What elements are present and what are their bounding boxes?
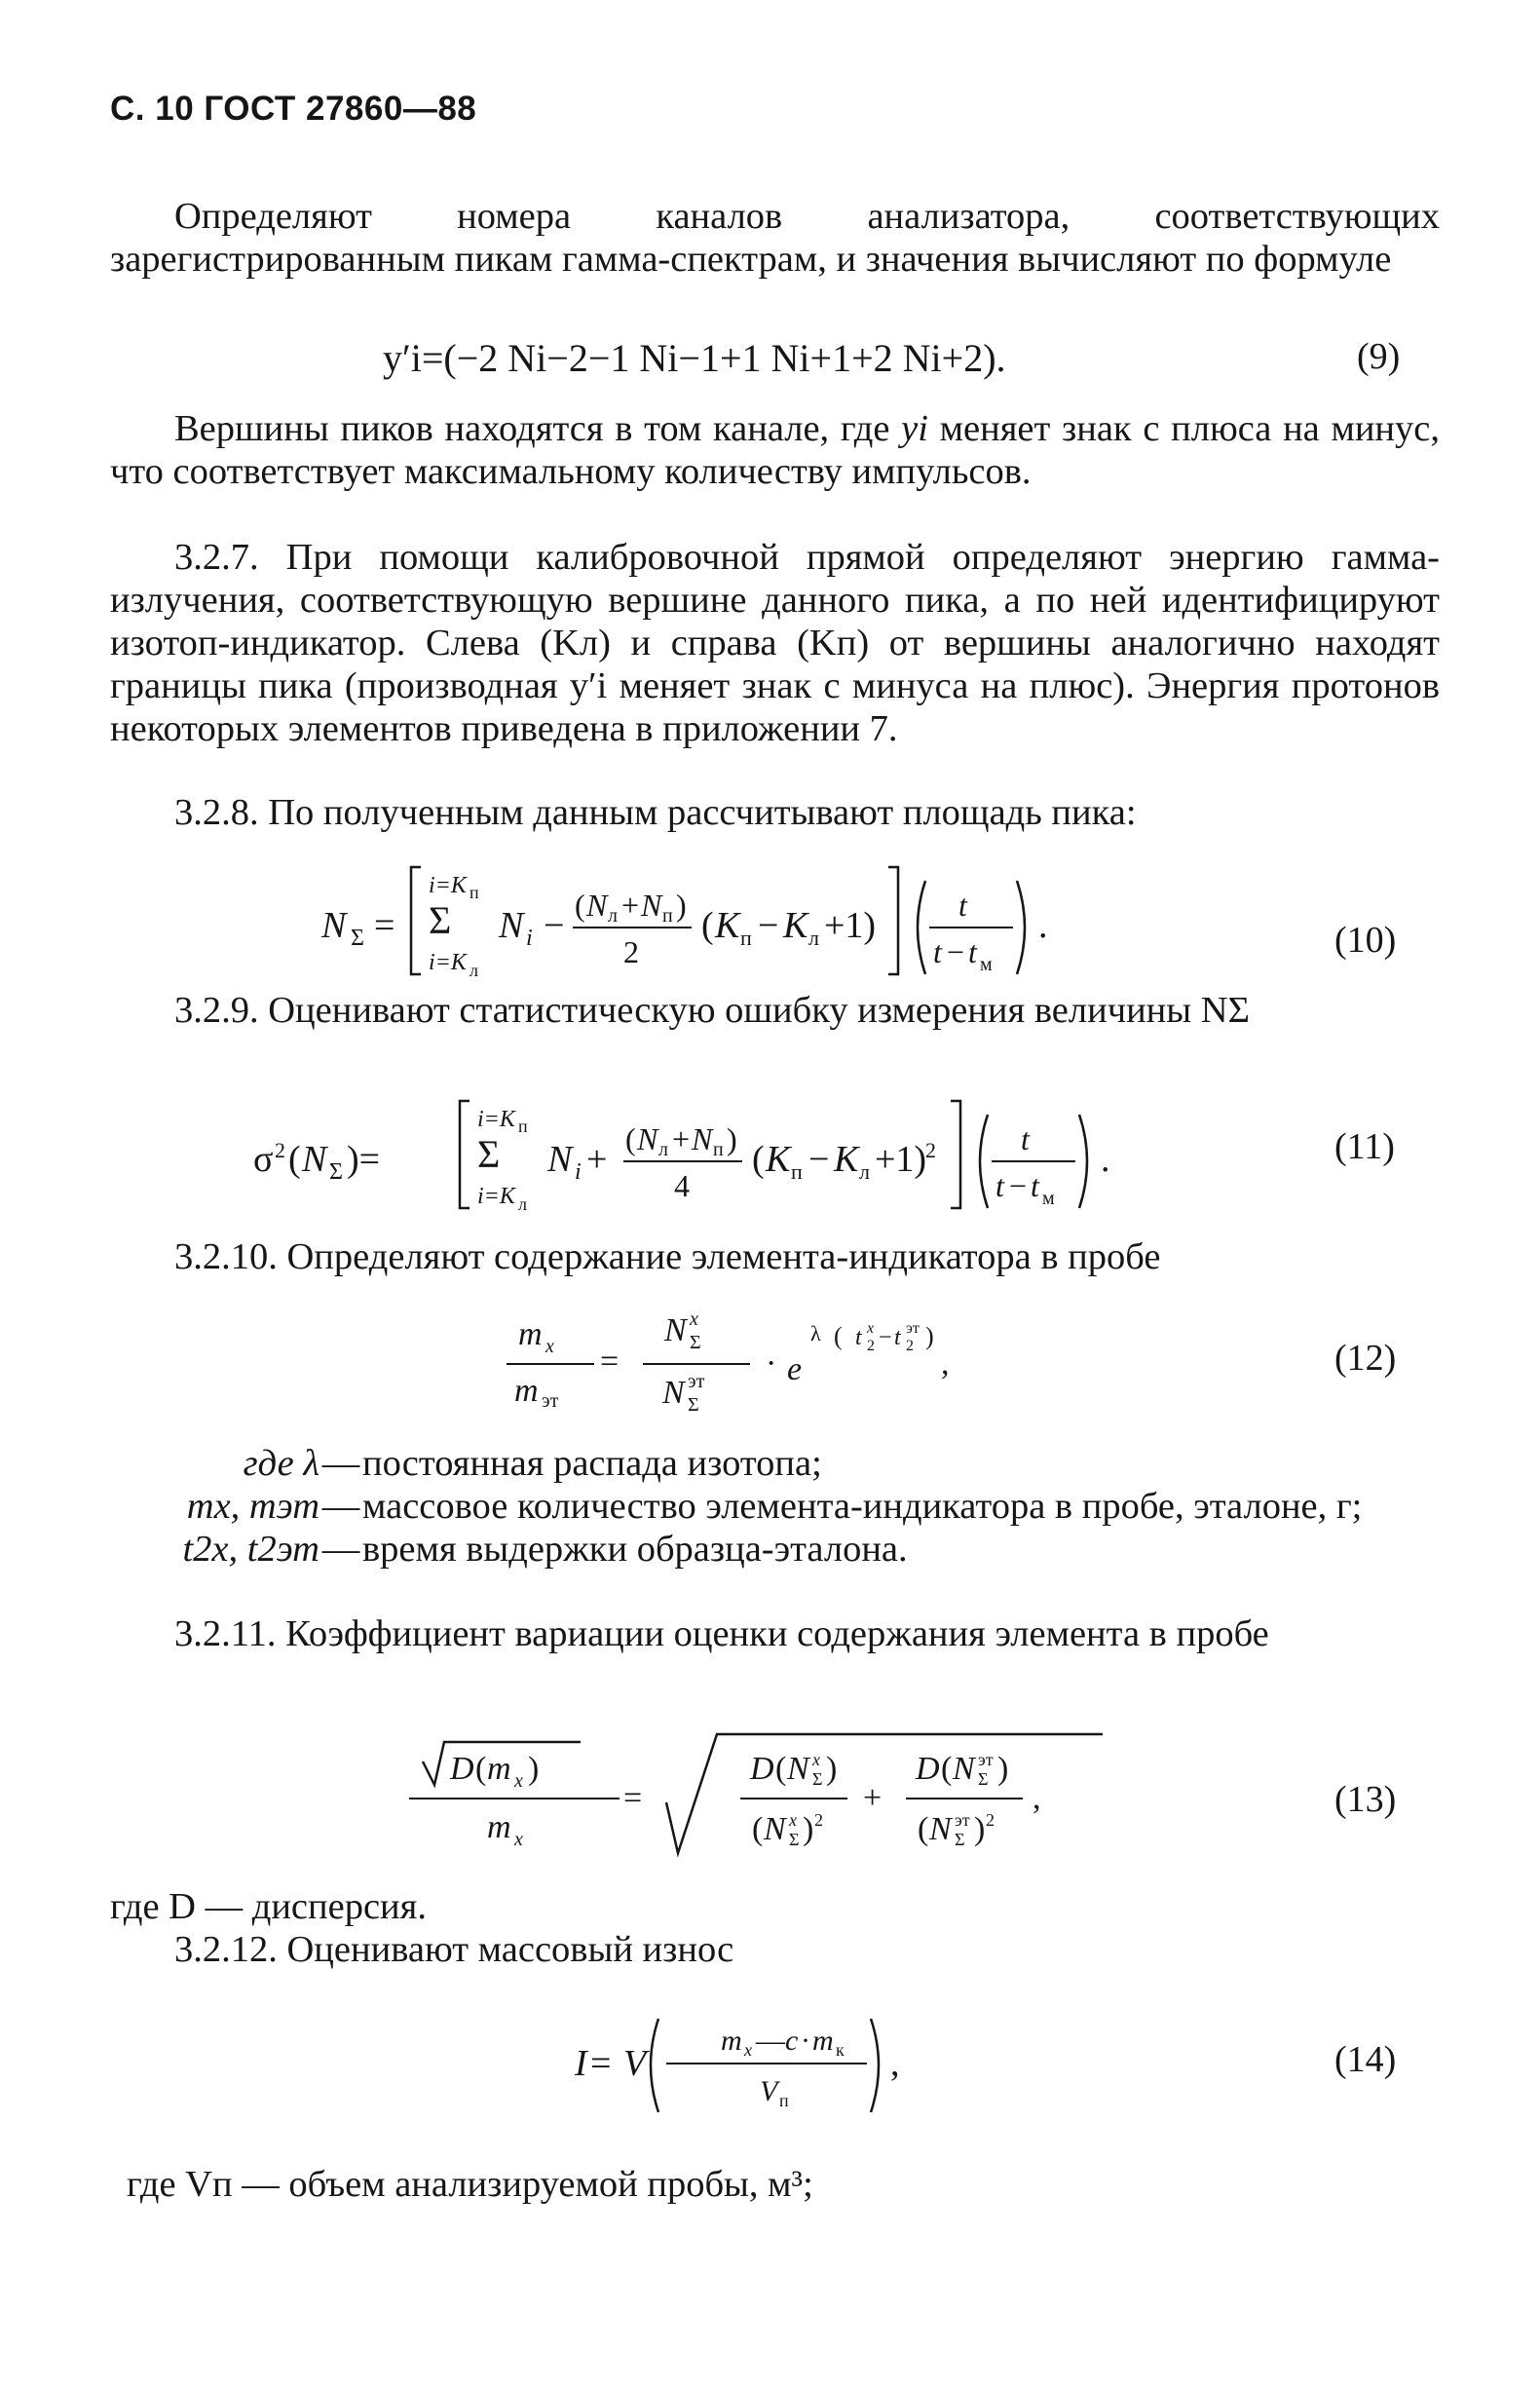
svg-text:+: + bbox=[672, 1121, 691, 1156]
svg-text:t: t bbox=[933, 934, 942, 969]
paragraph-sample-volume: где Vп — объем анализируемой пробы, м³; bbox=[127, 2164, 813, 2205]
svg-text:эт: эт bbox=[542, 1390, 559, 1412]
svg-text:м: м bbox=[1042, 1188, 1055, 1209]
svg-text:x: x bbox=[744, 2040, 752, 2060]
svg-text:N: N bbox=[547, 1139, 573, 1180]
svg-text:Σ: Σ bbox=[812, 1769, 823, 1789]
svg-text:D: D bbox=[450, 1751, 474, 1787]
svg-text:·: · bbox=[801, 2025, 810, 2057]
svg-text:Σ: Σ bbox=[688, 1394, 699, 1416]
svg-text:=: = bbox=[623, 1780, 643, 1816]
svg-text:x: x bbox=[867, 1320, 875, 1337]
paragraph-3-2-11: 3.2.11. Коэффициент вариации оценки содержания элемента в пробе bbox=[174, 1613, 1269, 1654]
paragraph-formula-intro: Определяют номера каналов анализатора, соответствующих зарегистрированным пикам гамма-спектрам, и значения вычисляют по формуле bbox=[110, 196, 1440, 280]
svg-text:x: x bbox=[690, 1308, 698, 1330]
svg-text:п: п bbox=[713, 1139, 724, 1160]
svg-text:2: 2 bbox=[814, 1810, 823, 1830]
definition-text: постоянная распада изотопа; bbox=[362, 1443, 822, 1484]
paragraph-3-2-10: 3.2.10. Определяют содержание элемента-индикатора в пробе bbox=[174, 1236, 1161, 1277]
svg-text:−: − bbox=[1009, 1168, 1028, 1203]
svg-text:м: м bbox=[980, 954, 993, 975]
paragraph-peak-vertex-start: Вершины пиков находятся в том канале, где bbox=[174, 408, 890, 449]
svg-text:i=K: i=K bbox=[477, 1107, 515, 1132]
svg-text:i=K: i=K bbox=[477, 1184, 515, 1209]
svg-text:m: m bbox=[487, 1751, 511, 1787]
page-header: С. 10 ГОСТ 27860—88 bbox=[110, 90, 477, 128]
svg-text:i: i bbox=[575, 1159, 582, 1185]
svg-text:Σ: Σ bbox=[978, 1769, 989, 1789]
svg-text:Σ: Σ bbox=[955, 1830, 965, 1849]
svg-text:эт: эт bbox=[955, 1810, 970, 1830]
svg-text:x: x bbox=[514, 1770, 523, 1792]
svg-text:K: K bbox=[715, 905, 740, 946]
equation-14-number: (14) bbox=[1334, 2039, 1397, 2080]
svg-text:.: . bbox=[1038, 905, 1048, 946]
svg-text:−: − bbox=[808, 1139, 830, 1180]
svg-text:4: 4 bbox=[674, 1168, 690, 1203]
svg-text:эт: эт bbox=[906, 1320, 920, 1337]
svg-text:(: ( bbox=[834, 1322, 843, 1350]
svg-text:+1): +1) bbox=[875, 1139, 927, 1180]
svg-text:(: ( bbox=[918, 1811, 929, 1847]
svg-text:): ) bbox=[803, 1811, 814, 1847]
equation-9-number: (9) bbox=[1357, 336, 1401, 377]
svg-text:N: N bbox=[321, 905, 347, 946]
svg-text:(: ( bbox=[475, 1751, 487, 1787]
svg-text:Σ: Σ bbox=[329, 1159, 343, 1185]
svg-text:эт: эт bbox=[978, 1750, 994, 1769]
equation-11-number: (11) bbox=[1334, 1126, 1395, 1167]
svg-text:m: m bbox=[721, 2025, 742, 2057]
svg-text:2: 2 bbox=[986, 1810, 995, 1830]
svg-text:): ) bbox=[528, 1751, 540, 1787]
svg-text:i=K: i=K bbox=[429, 950, 467, 975]
svg-text:=: = bbox=[590, 2043, 612, 2084]
equation-10-number: (10) bbox=[1334, 920, 1397, 961]
svg-text:+: + bbox=[621, 888, 640, 923]
paragraph-3-2-12: 3.2.12. Оценивают массовый износ bbox=[174, 1929, 734, 1970]
svg-text:N: N bbox=[953, 1751, 975, 1787]
svg-text:·: · bbox=[766, 1345, 777, 1382]
svg-text:x: x bbox=[514, 1829, 523, 1850]
svg-text:п: п bbox=[791, 1159, 803, 1184]
paragraph-dispersion: где D — дисперсия. bbox=[110, 1886, 427, 1927]
definition-row bbox=[110, 1485, 1440, 1528]
definition-dash: — bbox=[321, 1443, 360, 1484]
svg-text:,: , bbox=[890, 2043, 900, 2084]
svg-text:−: − bbox=[879, 1325, 892, 1350]
svg-text:K: K bbox=[766, 1139, 791, 1180]
svg-text:(: ( bbox=[941, 1751, 953, 1787]
svg-text:Σ: Σ bbox=[477, 1132, 501, 1176]
svg-text:л: л bbox=[518, 1194, 527, 1214]
definition-term: t2x, t2эт bbox=[182, 1529, 319, 1570]
svg-text:.: . bbox=[1101, 1139, 1110, 1180]
equation-11 bbox=[244, 1081, 1364, 1228]
svg-text:m: m bbox=[812, 2025, 834, 2057]
svg-text:,: , bbox=[941, 1345, 950, 1382]
svg-text:−: − bbox=[947, 934, 965, 969]
definition-row bbox=[110, 1528, 1440, 1571]
svg-text:п: п bbox=[470, 883, 479, 902]
svg-text:x: x bbox=[812, 1750, 820, 1769]
svg-text:I: I bbox=[575, 2043, 587, 2084]
svg-text:2: 2 bbox=[906, 1338, 914, 1354]
svg-text:N: N bbox=[764, 1811, 786, 1847]
equation-10 bbox=[292, 848, 1412, 994]
definition-row bbox=[110, 1442, 1440, 1485]
svg-text:): ) bbox=[997, 1751, 1009, 1787]
svg-text:): ) bbox=[974, 1811, 986, 1847]
equation-13-number: (13) bbox=[1334, 1779, 1397, 1820]
svg-text:): ) bbox=[727, 1121, 737, 1156]
svg-text:л: л bbox=[808, 926, 819, 950]
svg-text:=: = bbox=[600, 1344, 620, 1380]
svg-text:N: N bbox=[929, 1811, 952, 1847]
svg-text:эт: эт bbox=[688, 1371, 705, 1392]
svg-text:Σ: Σ bbox=[429, 898, 452, 942]
svg-text:л: л bbox=[470, 961, 478, 980]
svg-text:t: t bbox=[894, 1325, 901, 1350]
svg-text:V: V bbox=[623, 2043, 647, 2084]
svg-text:t: t bbox=[1031, 1168, 1039, 1203]
svg-text:+: + bbox=[586, 1139, 608, 1180]
svg-text:): ) bbox=[676, 888, 687, 923]
svg-text:Σ: Σ bbox=[690, 1332, 701, 1353]
svg-text:)=: )= bbox=[347, 1139, 381, 1180]
svg-text:+: + bbox=[863, 1780, 883, 1816]
svg-text:п: п bbox=[740, 926, 752, 950]
equation-12 bbox=[497, 1296, 1101, 1422]
definition-term: где λ bbox=[243, 1443, 319, 1484]
svg-text:к: к bbox=[836, 2040, 845, 2060]
svg-text:,: , bbox=[1033, 1780, 1041, 1816]
svg-text:(: ( bbox=[575, 888, 585, 923]
svg-text:Σ: Σ bbox=[789, 1830, 800, 1849]
equation-12-number: (12) bbox=[1334, 1338, 1397, 1379]
svg-text:2: 2 bbox=[925, 1138, 936, 1162]
paragraph-3-2-7: 3.2.7. При помощи калибровочной прямой определяют энергию гамма-излучения, соответствующую вершине данного пика, а по ней идентифицируют изотоп-индикатор. Слева (Kл) и справа (Kп) от вершины аналогично находят границы пика (производная y′i меняет знак с минуса на плюс). Энергия протонов некоторых элементов приведена в приложении 7. bbox=[110, 537, 1440, 749]
svg-text:N: N bbox=[787, 1751, 809, 1787]
svg-text:x: x bbox=[545, 1336, 554, 1357]
definition-text: массовое количество элемента-индикатора в пробе, эталоне, г; bbox=[362, 1486, 1363, 1527]
svg-text:m: m bbox=[514, 1373, 539, 1409]
svg-text:σ: σ bbox=[253, 1139, 274, 1180]
svg-text:t: t bbox=[1021, 1121, 1030, 1156]
svg-text:N: N bbox=[302, 1139, 327, 1180]
equation-14 bbox=[545, 1997, 984, 2124]
equation-9: y′i=(−2 Ni−2−1 Ni−1+1 Ni+1+2 Ni+2). bbox=[383, 336, 1006, 380]
svg-text:(: ( bbox=[752, 1811, 764, 1847]
svg-text:N: N bbox=[641, 888, 662, 923]
svg-text:c: c bbox=[785, 2025, 799, 2057]
paragraph-peak-vertex bbox=[110, 407, 1440, 493]
svg-text:−: − bbox=[544, 905, 565, 946]
svg-text:—: — bbox=[756, 2025, 785, 2057]
svg-text:m: m bbox=[487, 1809, 511, 1845]
svg-text:Σ: Σ bbox=[351, 926, 364, 951]
svg-text:i=K: i=K bbox=[429, 873, 467, 898]
svg-text:(: ( bbox=[625, 1121, 636, 1156]
svg-text:N: N bbox=[664, 1312, 687, 1348]
svg-text:): ) bbox=[925, 1322, 934, 1350]
svg-text:л: л bbox=[658, 1139, 668, 1160]
svg-text:D: D bbox=[916, 1751, 940, 1787]
svg-text:N: N bbox=[662, 1375, 685, 1411]
svg-text:−: − bbox=[758, 905, 779, 946]
svg-text:л: л bbox=[859, 1159, 870, 1184]
svg-text:п: п bbox=[518, 1117, 528, 1136]
svg-text:+1): +1) bbox=[824, 905, 877, 946]
equation-13 bbox=[390, 1724, 1149, 1861]
svg-text:): ) bbox=[826, 1751, 838, 1787]
svg-text:п: п bbox=[662, 905, 673, 927]
definition-term: mx, mэт bbox=[186, 1486, 319, 1527]
svg-text:(: ( bbox=[752, 1139, 765, 1180]
svg-text:t: t bbox=[958, 888, 967, 923]
svg-text:N: N bbox=[586, 888, 608, 923]
svg-text:t: t bbox=[968, 934, 977, 969]
svg-text:л: л bbox=[608, 905, 618, 927]
definition-dash: — bbox=[321, 1529, 360, 1570]
definition-dash: — bbox=[321, 1486, 360, 1527]
definitions-list bbox=[110, 1442, 1440, 1571]
svg-text:(: ( bbox=[701, 905, 714, 946]
paragraph-3-2-8: 3.2.8. По полученным данным рассчитывают площадь пика: bbox=[174, 792, 1137, 833]
svg-text:2: 2 bbox=[623, 934, 639, 969]
svg-text:e: e bbox=[787, 1351, 803, 1387]
svg-text:K: K bbox=[834, 1139, 859, 1180]
svg-text:t: t bbox=[855, 1325, 862, 1350]
definition-text: время выдержки образца-эталона. bbox=[362, 1529, 908, 1570]
svg-text:λ: λ bbox=[810, 1321, 821, 1345]
svg-text:x: x bbox=[789, 1810, 797, 1830]
svg-text:2: 2 bbox=[275, 1138, 285, 1162]
variable-yi: yi bbox=[901, 408, 928, 449]
svg-text:2: 2 bbox=[867, 1338, 875, 1354]
paragraph-peak-vertex-end: меняет знак с плюса на минус, что соответствует максимальному количеству импульсов. bbox=[110, 408, 1440, 492]
svg-text:N: N bbox=[692, 1121, 713, 1156]
svg-text:(: ( bbox=[775, 1751, 787, 1787]
svg-text:K: K bbox=[783, 905, 808, 946]
svg-text:N: N bbox=[637, 1121, 658, 1156]
svg-text:D: D bbox=[750, 1751, 774, 1787]
svg-text:V: V bbox=[760, 2075, 778, 2107]
svg-text:i: i bbox=[526, 926, 533, 951]
svg-text:t: t bbox=[995, 1168, 1004, 1203]
svg-text:m: m bbox=[518, 1316, 543, 1352]
svg-text:=: = bbox=[374, 905, 395, 946]
svg-text:п: п bbox=[779, 2091, 789, 2110]
svg-text:N: N bbox=[499, 905, 524, 946]
paragraph-3-2-9: 3.2.9. Оценивают статистическую ошибку измерения величины NΣ bbox=[174, 990, 1250, 1031]
svg-text:(: ( bbox=[288, 1139, 301, 1180]
